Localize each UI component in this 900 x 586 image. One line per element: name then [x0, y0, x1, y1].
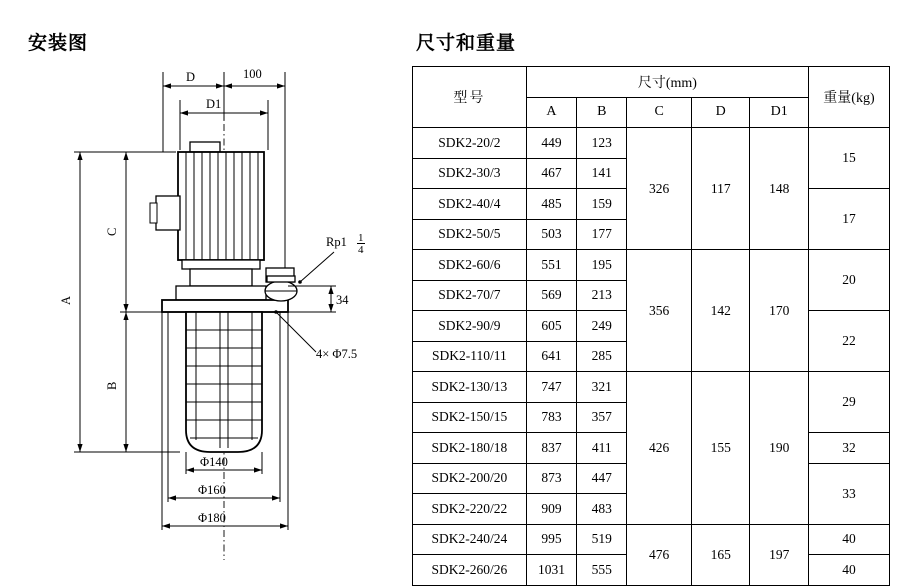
header-col-c: C: [627, 97, 692, 128]
cell-b: 195: [577, 250, 627, 281]
cell-c: 356: [627, 250, 692, 372]
label-thread-denominator: 4: [358, 244, 364, 256]
table-body: [413, 128, 890, 586]
cell-a: 467: [526, 158, 576, 189]
bolt-callout: [274, 310, 357, 361]
cell-weight: 40: [808, 524, 889, 555]
label-c: C: [105, 227, 119, 236]
cell-c: 426: [627, 372, 692, 525]
dimensions-weight-panel: [400, 0, 900, 582]
cell-weight: 15: [808, 128, 889, 189]
cell-model: SDK2-90/9: [413, 311, 527, 342]
pump-installation-drawing: [0, 0, 400, 582]
dim-b: [105, 312, 180, 452]
cell-a: 837: [526, 433, 576, 464]
cell-model: SDK2-60/6: [413, 250, 527, 281]
cell-d1: 148: [750, 128, 808, 250]
cell-b: 555: [577, 555, 627, 586]
table-row: [413, 128, 890, 159]
cell-a: 485: [526, 189, 576, 220]
cell-model: SDK2-200/20: [413, 463, 527, 494]
cell-model: SDK2-150/15: [413, 402, 527, 433]
cell-b: 123: [577, 128, 627, 159]
cell-model: SDK2-30/3: [413, 158, 527, 189]
cell-d1: 197: [750, 524, 808, 585]
cell-weight: 17: [808, 189, 889, 250]
cell-a: 605: [526, 311, 576, 342]
motor-assembly: [150, 142, 264, 286]
cell-a: 995: [526, 524, 576, 555]
cell-b: 159: [577, 189, 627, 220]
cell-a: 503: [526, 219, 576, 250]
header-col-a: A: [526, 97, 576, 128]
dim-c: [105, 152, 176, 312]
cell-weight: 32: [808, 433, 889, 464]
cell-d: 117: [691, 128, 749, 250]
cell-c: 326: [627, 128, 692, 250]
header-col-d: D: [691, 97, 749, 128]
cell-a: 551: [526, 250, 576, 281]
cell-b: 249: [577, 311, 627, 342]
cell-model: SDK2-180/18: [413, 433, 527, 464]
label-b: B: [105, 381, 119, 390]
label-phi180: Φ180: [198, 511, 226, 525]
thread-callout: [298, 232, 365, 284]
cell-b: 447: [577, 463, 627, 494]
cell-d: 165: [691, 524, 749, 585]
cell-d: 142: [691, 250, 749, 372]
cell-weight: 20: [808, 250, 889, 311]
cell-b: 213: [577, 280, 627, 311]
cell-b: 411: [577, 433, 627, 464]
label-bolt: 4× Φ7.5: [316, 347, 358, 361]
cell-weight: 29: [808, 372, 889, 433]
header-dimensions-group: 尺寸(mm): [526, 67, 808, 98]
installation-title: 安装图: [28, 33, 89, 54]
cell-b: 321: [577, 372, 627, 403]
cell-model: SDK2-240/24: [413, 524, 527, 555]
cell-a: 783: [526, 402, 576, 433]
cell-weight: 22: [808, 311, 889, 372]
dimensions-title: 尺寸和重量: [416, 33, 517, 54]
cell-a: 873: [526, 463, 576, 494]
cell-b: 519: [577, 524, 627, 555]
cell-model: SDK2-130/13: [413, 372, 527, 403]
cell-model: SDK2-110/11: [413, 341, 527, 372]
cell-b: 357: [577, 402, 627, 433]
cell-weight: 33: [808, 463, 889, 524]
table-row: [413, 524, 890, 555]
table-row: [413, 250, 890, 281]
cell-weight: 40: [808, 555, 889, 586]
cell-a: 641: [526, 341, 576, 372]
cell-b: 483: [577, 494, 627, 525]
cell-d1: 190: [750, 372, 808, 525]
cell-a: 569: [526, 280, 576, 311]
label-d1: D1: [206, 97, 222, 111]
cell-model: SDK2-220/22: [413, 494, 527, 525]
cell-b: 285: [577, 341, 627, 372]
cell-a: 747: [526, 372, 576, 403]
label-100: 100: [243, 67, 262, 81]
label-thread: Rp1: [326, 235, 347, 249]
header-weight: 重量(kg): [808, 67, 889, 128]
header-model: 型号: [413, 67, 527, 128]
cell-model: SDK2-260/26: [413, 555, 527, 586]
dimensions-table: [412, 66, 890, 586]
installation-drawing-panel: [0, 0, 400, 582]
cell-a: 909: [526, 494, 576, 525]
cell-a: 1031: [526, 555, 576, 586]
table-header-row-1: [413, 67, 890, 98]
label-phi160: Φ160: [198, 483, 226, 497]
cell-d: 155: [691, 372, 749, 525]
header-col-b: B: [577, 97, 627, 128]
label-phi140: Φ140: [200, 455, 228, 469]
cell-b: 177: [577, 219, 627, 250]
label-34: 34: [336, 293, 349, 307]
header-col-d1: D1: [750, 97, 808, 128]
pump-body: [186, 312, 262, 452]
cell-c: 476: [627, 524, 692, 585]
cell-model: SDK2-50/5: [413, 219, 527, 250]
cell-b: 141: [577, 158, 627, 189]
cell-a: 449: [526, 128, 576, 159]
cell-model: SDK2-70/7: [413, 280, 527, 311]
table-row: [413, 372, 890, 403]
cell-model: SDK2-20/2: [413, 128, 527, 159]
label-thread-numerator: 1: [358, 232, 364, 244]
label-a: A: [59, 295, 73, 305]
cell-model: SDK2-40/4: [413, 189, 527, 220]
label-d: D: [186, 70, 196, 84]
cell-d1: 170: [750, 250, 808, 372]
table-head: [413, 67, 890, 128]
